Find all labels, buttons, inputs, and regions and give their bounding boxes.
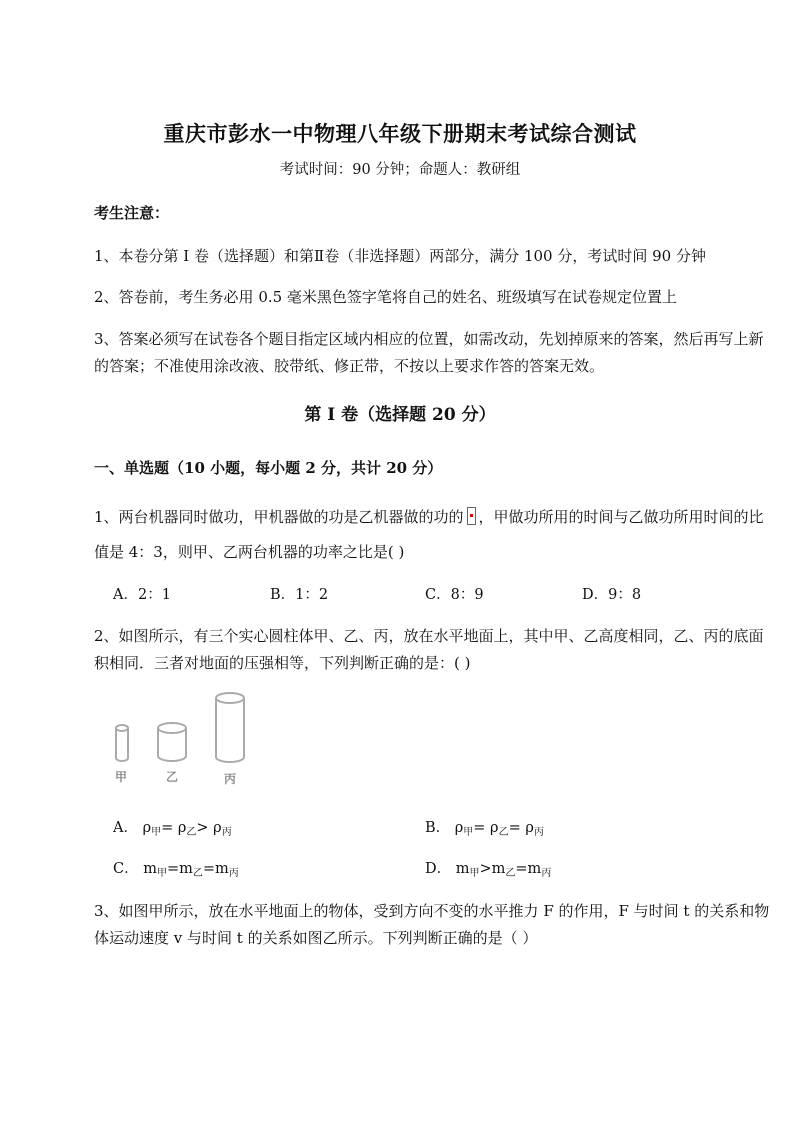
q2-option-d[interactable]	[425, 857, 551, 879]
q3-line1: 3、如图甲所示，放在水平地面上的物体，受到方向不变的水平推力 F 的作用，F 与时间 t 的关系和物	[94, 902, 770, 920]
q1-line2: 值是 4：3，则甲、乙两台机器的功率之比是( )	[94, 543, 405, 561]
cylinders-figure	[105, 690, 265, 790]
option-sub: 乙	[498, 827, 509, 838]
cylinder-yi	[158, 723, 186, 761]
section-title: 第 I 卷（选择题 20 分）	[304, 405, 496, 425]
option-prefix: C．	[113, 861, 139, 877]
option-sub: 丙	[221, 827, 232, 838]
option-sub: 甲	[151, 827, 162, 838]
q2-line2: 积相同．三者对地面的压强相等，下列判断正确的是：( )	[94, 654, 471, 672]
q1-option-a[interactable]: A．2：1	[113, 587, 171, 603]
option-term: = ρ	[508, 820, 534, 836]
q1-line1	[94, 506, 764, 527]
note-item-1: 1、本卷分第 I 卷（选择题）和第Ⅱ卷（非选择题）两部分，满分 100 分，考试时间 90 分钟	[94, 247, 706, 265]
option-term: = ρ	[161, 820, 187, 836]
q2-option-b[interactable]	[425, 816, 544, 838]
exam-info: 考试时间：90 分钟；命题人：教研组	[279, 162, 521, 178]
option-sub: 甲	[469, 868, 480, 879]
q1-option-c[interactable]: C．8：9	[425, 587, 484, 603]
note-item-3-line1: 3、答案必须写在试卷各个题目指定区域内相应的位置，如需改动，先划掉原来的答案，然后再写上新	[94, 330, 764, 348]
q2-option-a[interactable]	[113, 816, 232, 838]
label-bing: 丙	[224, 772, 237, 786]
q1-option-d[interactable]: D．9：8	[582, 587, 642, 603]
page-title: 重庆市彭水一中物理八年级下册期末考试综合测试	[163, 121, 637, 146]
notes-heading: 考生注意：	[94, 204, 170, 222]
q1-option-b[interactable]: B．1：2	[270, 587, 329, 603]
note-item-3-line2: 的答案；不准使用涂改液、胶带纸、修正带，不按以上要求作答的答案无效。	[94, 357, 605, 375]
cylinder-jia	[116, 725, 128, 761]
option-term: = ρ	[473, 820, 499, 836]
option-prefix: B．	[425, 820, 451, 836]
option-sub: 乙	[505, 868, 516, 879]
option-term: m	[143, 861, 157, 877]
cylinder-bing	[216, 693, 244, 762]
option-term: =m	[166, 861, 193, 877]
q3-line2: 体运动速度 v 与时间 t 的关系如图乙所示。下列判断正确的是（ ）	[94, 929, 538, 947]
option-sub: 丙	[541, 868, 552, 879]
option-sub: 丙	[533, 827, 544, 838]
option-term: =m	[515, 861, 542, 877]
q2-option-c[interactable]	[113, 857, 239, 879]
option-sub: 甲	[156, 868, 167, 879]
option-sub: 丙	[228, 868, 239, 879]
part-heading: 一、单选题（10 小题，每小题 2 分，共计 20 分）	[94, 459, 443, 477]
option-prefix: D．	[425, 861, 452, 877]
option-prefix: A．	[113, 820, 138, 836]
option-sub: 乙	[192, 868, 203, 879]
option-term: >m	[479, 861, 506, 877]
q1-text-b: ，甲做功所用的时间与乙做功所用时间的比	[478, 508, 764, 526]
cylinders-svg	[105, 690, 265, 790]
label-jia: 甲	[115, 770, 128, 784]
option-sub: 甲	[463, 827, 474, 838]
label-yi: 乙	[166, 770, 179, 784]
option-sub: 乙	[186, 827, 197, 838]
fraction-image-icon	[467, 507, 476, 525]
note-item-2: 2、答卷前，考生务必用 0.5 毫米黑色签字笔将自己的姓名、班级填写在试卷规定位置上	[94, 288, 677, 306]
option-term: ρ	[454, 820, 464, 836]
option-term: =m	[202, 861, 229, 877]
option-term: ρ	[142, 820, 152, 836]
q2-line1: 2、如图所示，有三个实心圆柱体甲、乙、丙，放在水平地面上，其中甲、乙高度相同，乙、丙的底面	[94, 627, 764, 645]
option-term: > ρ	[196, 820, 222, 836]
option-term: m	[455, 861, 470, 877]
q1-text-a: 1、两台机器同时做功，甲机器做的功是乙机器做的功的	[94, 508, 464, 526]
